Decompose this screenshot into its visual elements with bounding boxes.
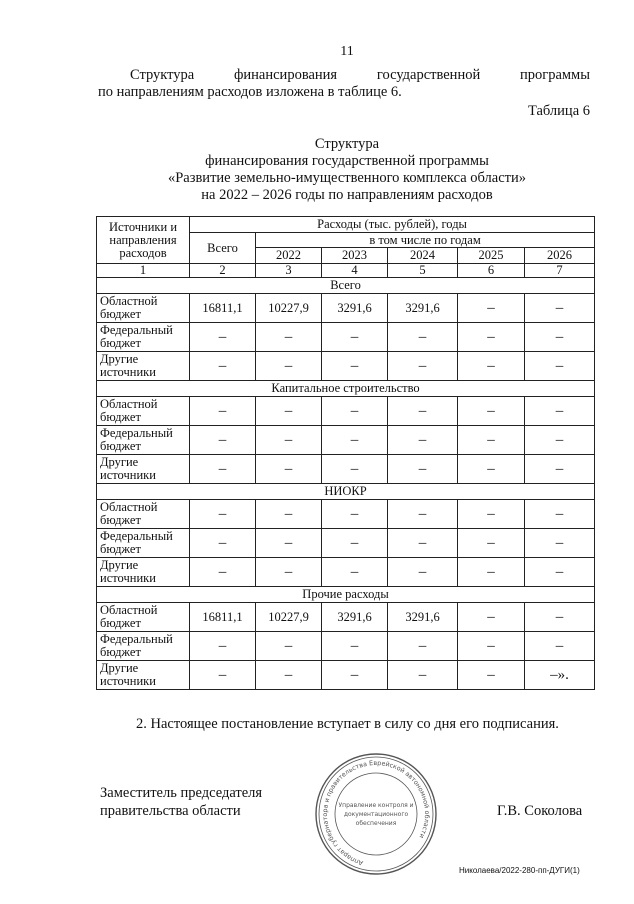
value-cell: – <box>256 558 322 587</box>
table-row <box>97 294 595 323</box>
value-cell: – <box>458 529 525 558</box>
intro-line-2: по направлениям расходов изложена в таблице 6. <box>98 84 402 100</box>
intro-word: финансирования <box>234 67 338 83</box>
financing-table <box>96 216 595 690</box>
value-cell: – <box>525 397 595 426</box>
value-cell: – <box>388 632 458 661</box>
value-cell: – <box>322 632 388 661</box>
value-cell: – <box>458 455 525 484</box>
stamp-center-line: Управление контроля и <box>338 802 414 809</box>
intro-word: программы <box>519 67 590 83</box>
source-cell: Другие источники <box>97 455 190 484</box>
value-cell: – <box>458 603 525 632</box>
value-cell: – <box>190 455 256 484</box>
value-cell: – <box>458 397 525 426</box>
value-cell: – <box>190 529 256 558</box>
value-cell: – <box>388 500 458 529</box>
value-cell: – <box>322 661 388 690</box>
value-cell: – <box>190 352 256 381</box>
value-cell: – <box>190 500 256 529</box>
value-cell: – <box>322 352 388 381</box>
section-title: Прочие расходы <box>97 587 595 603</box>
value-cell: – <box>458 661 525 690</box>
value-cell: 10227,9 <box>256 603 322 632</box>
value-cell: 16811,1 <box>190 603 256 632</box>
value-cell: – <box>458 352 525 381</box>
value-cell: 3291,6 <box>322 603 388 632</box>
source-cell: Другие источники <box>97 558 190 587</box>
value-cell: 10227,9 <box>256 294 322 323</box>
footer-code: Николаева/2022-280-пп-ДУГИ(1) <box>459 866 580 875</box>
section-header-row <box>97 587 595 603</box>
source-cell: Другие источники <box>97 352 190 381</box>
table-row <box>97 632 595 661</box>
table-row <box>97 603 595 632</box>
value-cell: – <box>256 352 322 381</box>
value-cell: – <box>525 426 595 455</box>
page-number: 11 <box>340 44 354 59</box>
header-total: Всего <box>190 233 256 264</box>
signer-position-line-2: правительства области <box>100 803 241 819</box>
source-cell: Областной бюджет <box>97 500 190 529</box>
value-cell: – <box>525 323 595 352</box>
column-number: 5 <box>388 264 458 278</box>
table-title-line-1: Структура <box>314 136 380 152</box>
header-year: 2026 <box>525 248 595 264</box>
header-by-year: в том числе по годам <box>256 233 595 248</box>
source-cell: Федеральный бюджет <box>97 323 190 352</box>
source-cell: Федеральный бюджет <box>97 426 190 455</box>
value-cell: – <box>525 352 595 381</box>
section-title: Всего <box>97 278 595 294</box>
value-cell: – <box>322 323 388 352</box>
value-cell: – <box>458 558 525 587</box>
value-cell: – <box>388 323 458 352</box>
signer-position-line-1: Заместитель председателя <box>100 785 263 801</box>
table-title-line-3: «Развитие земельно-имущественного комплекса области» <box>167 170 527 186</box>
value-cell: – <box>388 529 458 558</box>
table-row <box>97 661 595 690</box>
value-cell: – <box>322 397 388 426</box>
value-cell: – <box>388 397 458 426</box>
value-cell: – <box>388 661 458 690</box>
table-row <box>97 426 595 455</box>
section-title: Капитальное строительство <box>97 381 595 397</box>
header-year: 2024 <box>388 248 458 264</box>
value-cell: – <box>256 500 322 529</box>
column-number: 3 <box>256 264 322 278</box>
table-row <box>97 455 595 484</box>
signer-name: Г.В. Соколова <box>497 803 583 819</box>
value-cell: – <box>458 294 525 323</box>
column-number: 4 <box>322 264 388 278</box>
value-cell: – <box>256 323 322 352</box>
source-cell: Федеральный бюджет <box>97 632 190 661</box>
source-cell: Областной бюджет <box>97 294 190 323</box>
value-cell: – <box>525 632 595 661</box>
value-cell: – <box>388 455 458 484</box>
value-cell: – <box>458 500 525 529</box>
value-cell: – <box>388 558 458 587</box>
column-number: 7 <box>525 264 595 278</box>
intro-line-1 <box>130 67 590 84</box>
table-row <box>97 529 595 558</box>
intro-word: Структура <box>130 67 195 83</box>
value-cell: – <box>256 426 322 455</box>
value-cell: –». <box>525 661 595 690</box>
source-cell: Федеральный бюджет <box>97 529 190 558</box>
header-year: 2022 <box>256 248 322 264</box>
section-title: НИОКР <box>97 484 595 500</box>
table-title-line-2: финансирования государственной программы <box>205 153 489 169</box>
section-header-row <box>97 278 595 294</box>
official-stamp <box>314 752 438 876</box>
source-cell: Областной бюджет <box>97 603 190 632</box>
value-cell: – <box>388 426 458 455</box>
value-cell: – <box>458 323 525 352</box>
intro-word: государственной <box>376 67 481 83</box>
value-cell: – <box>525 500 595 529</box>
section-header-row <box>97 381 595 397</box>
value-cell: – <box>190 661 256 690</box>
column-number: 1 <box>97 264 190 278</box>
source-cell: Областной бюджет <box>97 397 190 426</box>
header-expenses: Расходы (тыс. рублей), годы <box>190 217 595 233</box>
clause-2: 2. Настоящее постановление вступает в силу со дня его подписания. <box>136 716 559 732</box>
value-cell: – <box>525 294 595 323</box>
stamp-center-line: обеспечения <box>355 820 397 827</box>
column-number: 2 <box>190 264 256 278</box>
section-header-row <box>97 484 595 500</box>
value-cell: – <box>256 397 322 426</box>
table-row <box>97 397 595 426</box>
value-cell: – <box>458 426 525 455</box>
header-year: 2023 <box>322 248 388 264</box>
table-row <box>97 558 595 587</box>
table-label: Таблица 6 <box>527 103 590 119</box>
value-cell: – <box>525 455 595 484</box>
stamp-center-line: документационного <box>343 811 409 818</box>
table-title-line-4: на 2022 – 2026 годы по направлениям расходов <box>201 187 493 203</box>
value-cell: – <box>190 426 256 455</box>
value-cell: – <box>525 603 595 632</box>
value-cell: – <box>322 426 388 455</box>
value-cell: – <box>525 558 595 587</box>
header-year: 2025 <box>458 248 525 264</box>
value-cell: 16811,1 <box>190 294 256 323</box>
value-cell: – <box>525 529 595 558</box>
value-cell: – <box>190 632 256 661</box>
source-cell: Другие источники <box>97 661 190 690</box>
value-cell: – <box>190 558 256 587</box>
value-cell: – <box>322 455 388 484</box>
value-cell: – <box>322 500 388 529</box>
value-cell: – <box>322 558 388 587</box>
column-number: 6 <box>458 264 525 278</box>
table-row <box>97 352 595 381</box>
value-cell: – <box>388 352 458 381</box>
value-cell: – <box>190 323 256 352</box>
stamp-ring-text: Аппарат губернатора и правительства Еврейской автономной области <box>320 758 432 868</box>
value-cell: 3291,6 <box>388 603 458 632</box>
table-row <box>97 500 595 529</box>
value-cell: – <box>322 529 388 558</box>
value-cell: 3291,6 <box>322 294 388 323</box>
value-cell: 3291,6 <box>388 294 458 323</box>
value-cell: – <box>256 661 322 690</box>
value-cell: – <box>256 529 322 558</box>
value-cell: – <box>256 632 322 661</box>
value-cell: – <box>190 397 256 426</box>
header-sources: Источники и направления расходов <box>97 217 190 264</box>
value-cell: – <box>256 455 322 484</box>
table-row <box>97 323 595 352</box>
value-cell: – <box>458 632 525 661</box>
